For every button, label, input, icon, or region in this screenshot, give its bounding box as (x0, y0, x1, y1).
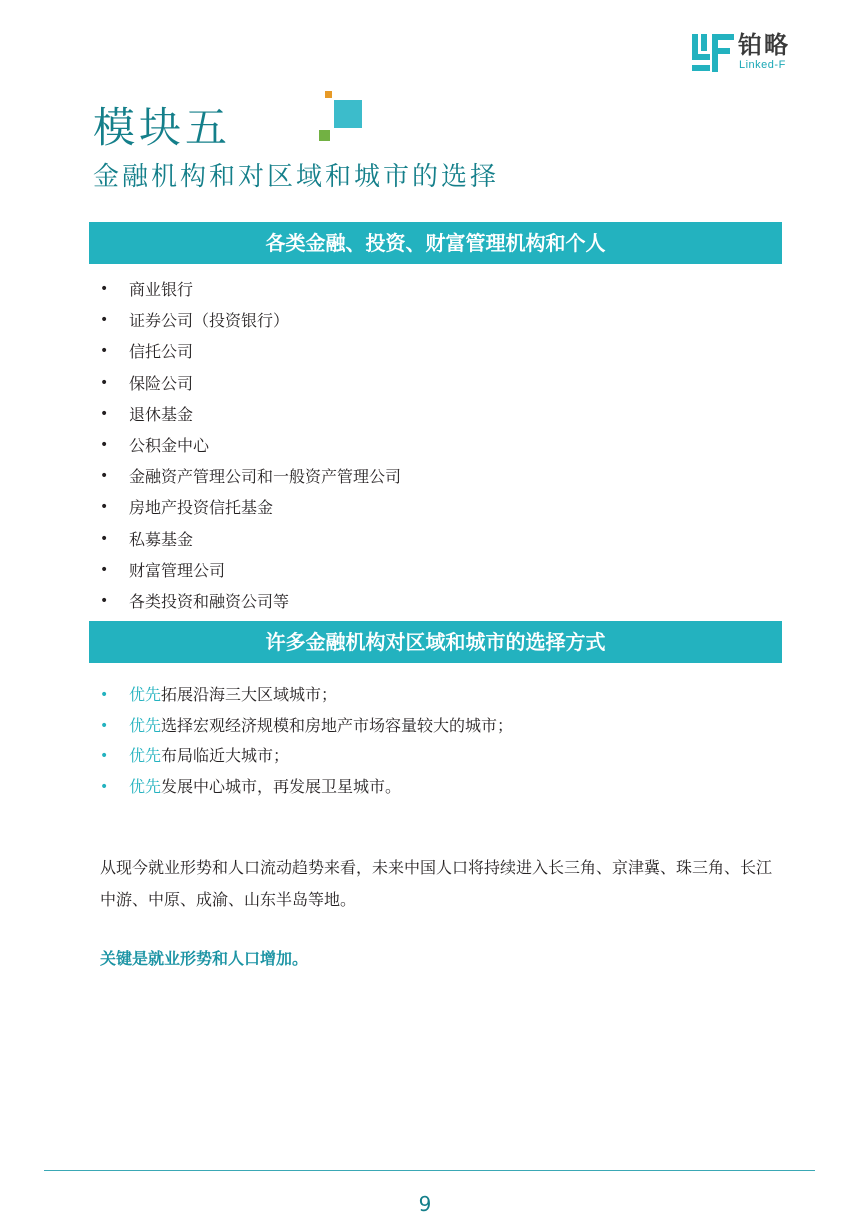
brand-logo (692, 32, 812, 74)
key-point: 关键是就业形势和人口增加。 (100, 949, 309, 968)
list-item (100, 336, 401, 367)
list-item (100, 680, 513, 711)
bullet-icon: • (100, 687, 109, 703)
list-item-highlight: 优先 (129, 746, 162, 765)
bullet-icon: • (100, 405, 109, 422)
institution-list (100, 274, 401, 617)
linked-f-logo-icon (692, 34, 734, 72)
list-item-text: 金融资产管理公司和一般资产管理公司 (129, 467, 402, 487)
bullet-icon: • (100, 281, 109, 297)
bullet-icon: • (100, 468, 109, 485)
bullet-icon: • (100, 374, 109, 391)
list-item-text: 拓展沿海三大区域城市； (161, 685, 338, 704)
footer-divider (44, 1170, 815, 1171)
selection-strategy-list (100, 680, 513, 802)
list-item-text: 商业银行 (129, 280, 194, 299)
list-item-highlight: 优先 (129, 715, 162, 735)
section-banner-selection: 许多金融机构对区域和城市的选择方式 (89, 621, 782, 663)
list-item-text: 私募基金 (129, 529, 194, 549)
list-item-text: 退休基金 (129, 404, 194, 424)
list-item-highlight: 优先 (129, 776, 162, 796)
list-item (100, 492, 401, 523)
list-item-highlight: 优先 (129, 685, 162, 704)
bullet-icon: • (100, 530, 109, 547)
bullet-icon: • (100, 592, 109, 609)
list-item-text: 选择宏观经济规模和房地产市场容量较大的城市； (161, 715, 514, 735)
list-item-text: 房地产投资信托基金 (129, 498, 274, 518)
body-paragraph: 从现今就业形势和人口流动趋势来看，未来中国人口将持续进入长三角、京津冀、珠三角、长江中游、中原、成渝、山东半岛等地。 (100, 858, 773, 909)
bullet-icon: • (100, 561, 109, 578)
bullet-icon: • (100, 748, 109, 764)
brand-subname: Linked-F (739, 59, 786, 71)
bullet-icon: • (100, 778, 109, 795)
list-item (100, 711, 513, 742)
list-item-text: 布局临近大城市； (161, 746, 290, 765)
list-item-text: 公积金中心 (129, 435, 210, 455)
list-item (100, 586, 401, 617)
decorative-square-orange (325, 91, 332, 98)
bullet-icon: • (100, 499, 109, 516)
list-item (100, 274, 401, 305)
list-item-text: 各类投资和融资公司等 (129, 591, 290, 611)
list-item-text: 发展中心城市，再发展卫星城市。 (161, 776, 402, 796)
bullet-icon: • (100, 717, 109, 734)
module-title: 模块五 (93, 103, 232, 152)
bullet-icon: • (100, 436, 109, 453)
module-subtitle: 金融机构和对区域和城市的选择 (93, 162, 500, 192)
list-item-text: 信托公司 (129, 342, 194, 362)
decorative-square-teal (334, 100, 362, 128)
bullet-icon: • (100, 312, 109, 329)
list-item (100, 399, 401, 430)
brand-name: 铂略 (738, 31, 790, 59)
list-item (100, 555, 401, 586)
list-item (100, 461, 401, 492)
page-number: 9 (418, 1192, 432, 1216)
list-item (100, 524, 401, 555)
bullet-icon: • (100, 343, 109, 360)
list-item-text: 证券公司（投资银行） (129, 311, 290, 331)
list-item (100, 305, 401, 336)
list-item (100, 741, 513, 772)
list-item (100, 430, 401, 461)
list-item (100, 772, 513, 803)
list-item-text: 财富管理公司 (129, 560, 226, 580)
decorative-square-green (319, 130, 330, 141)
list-item-text: 保险公司 (129, 373, 194, 393)
section-banner-institutions: 各类金融、投资、财富管理机构和个人 (89, 222, 782, 264)
list-item (100, 368, 401, 399)
